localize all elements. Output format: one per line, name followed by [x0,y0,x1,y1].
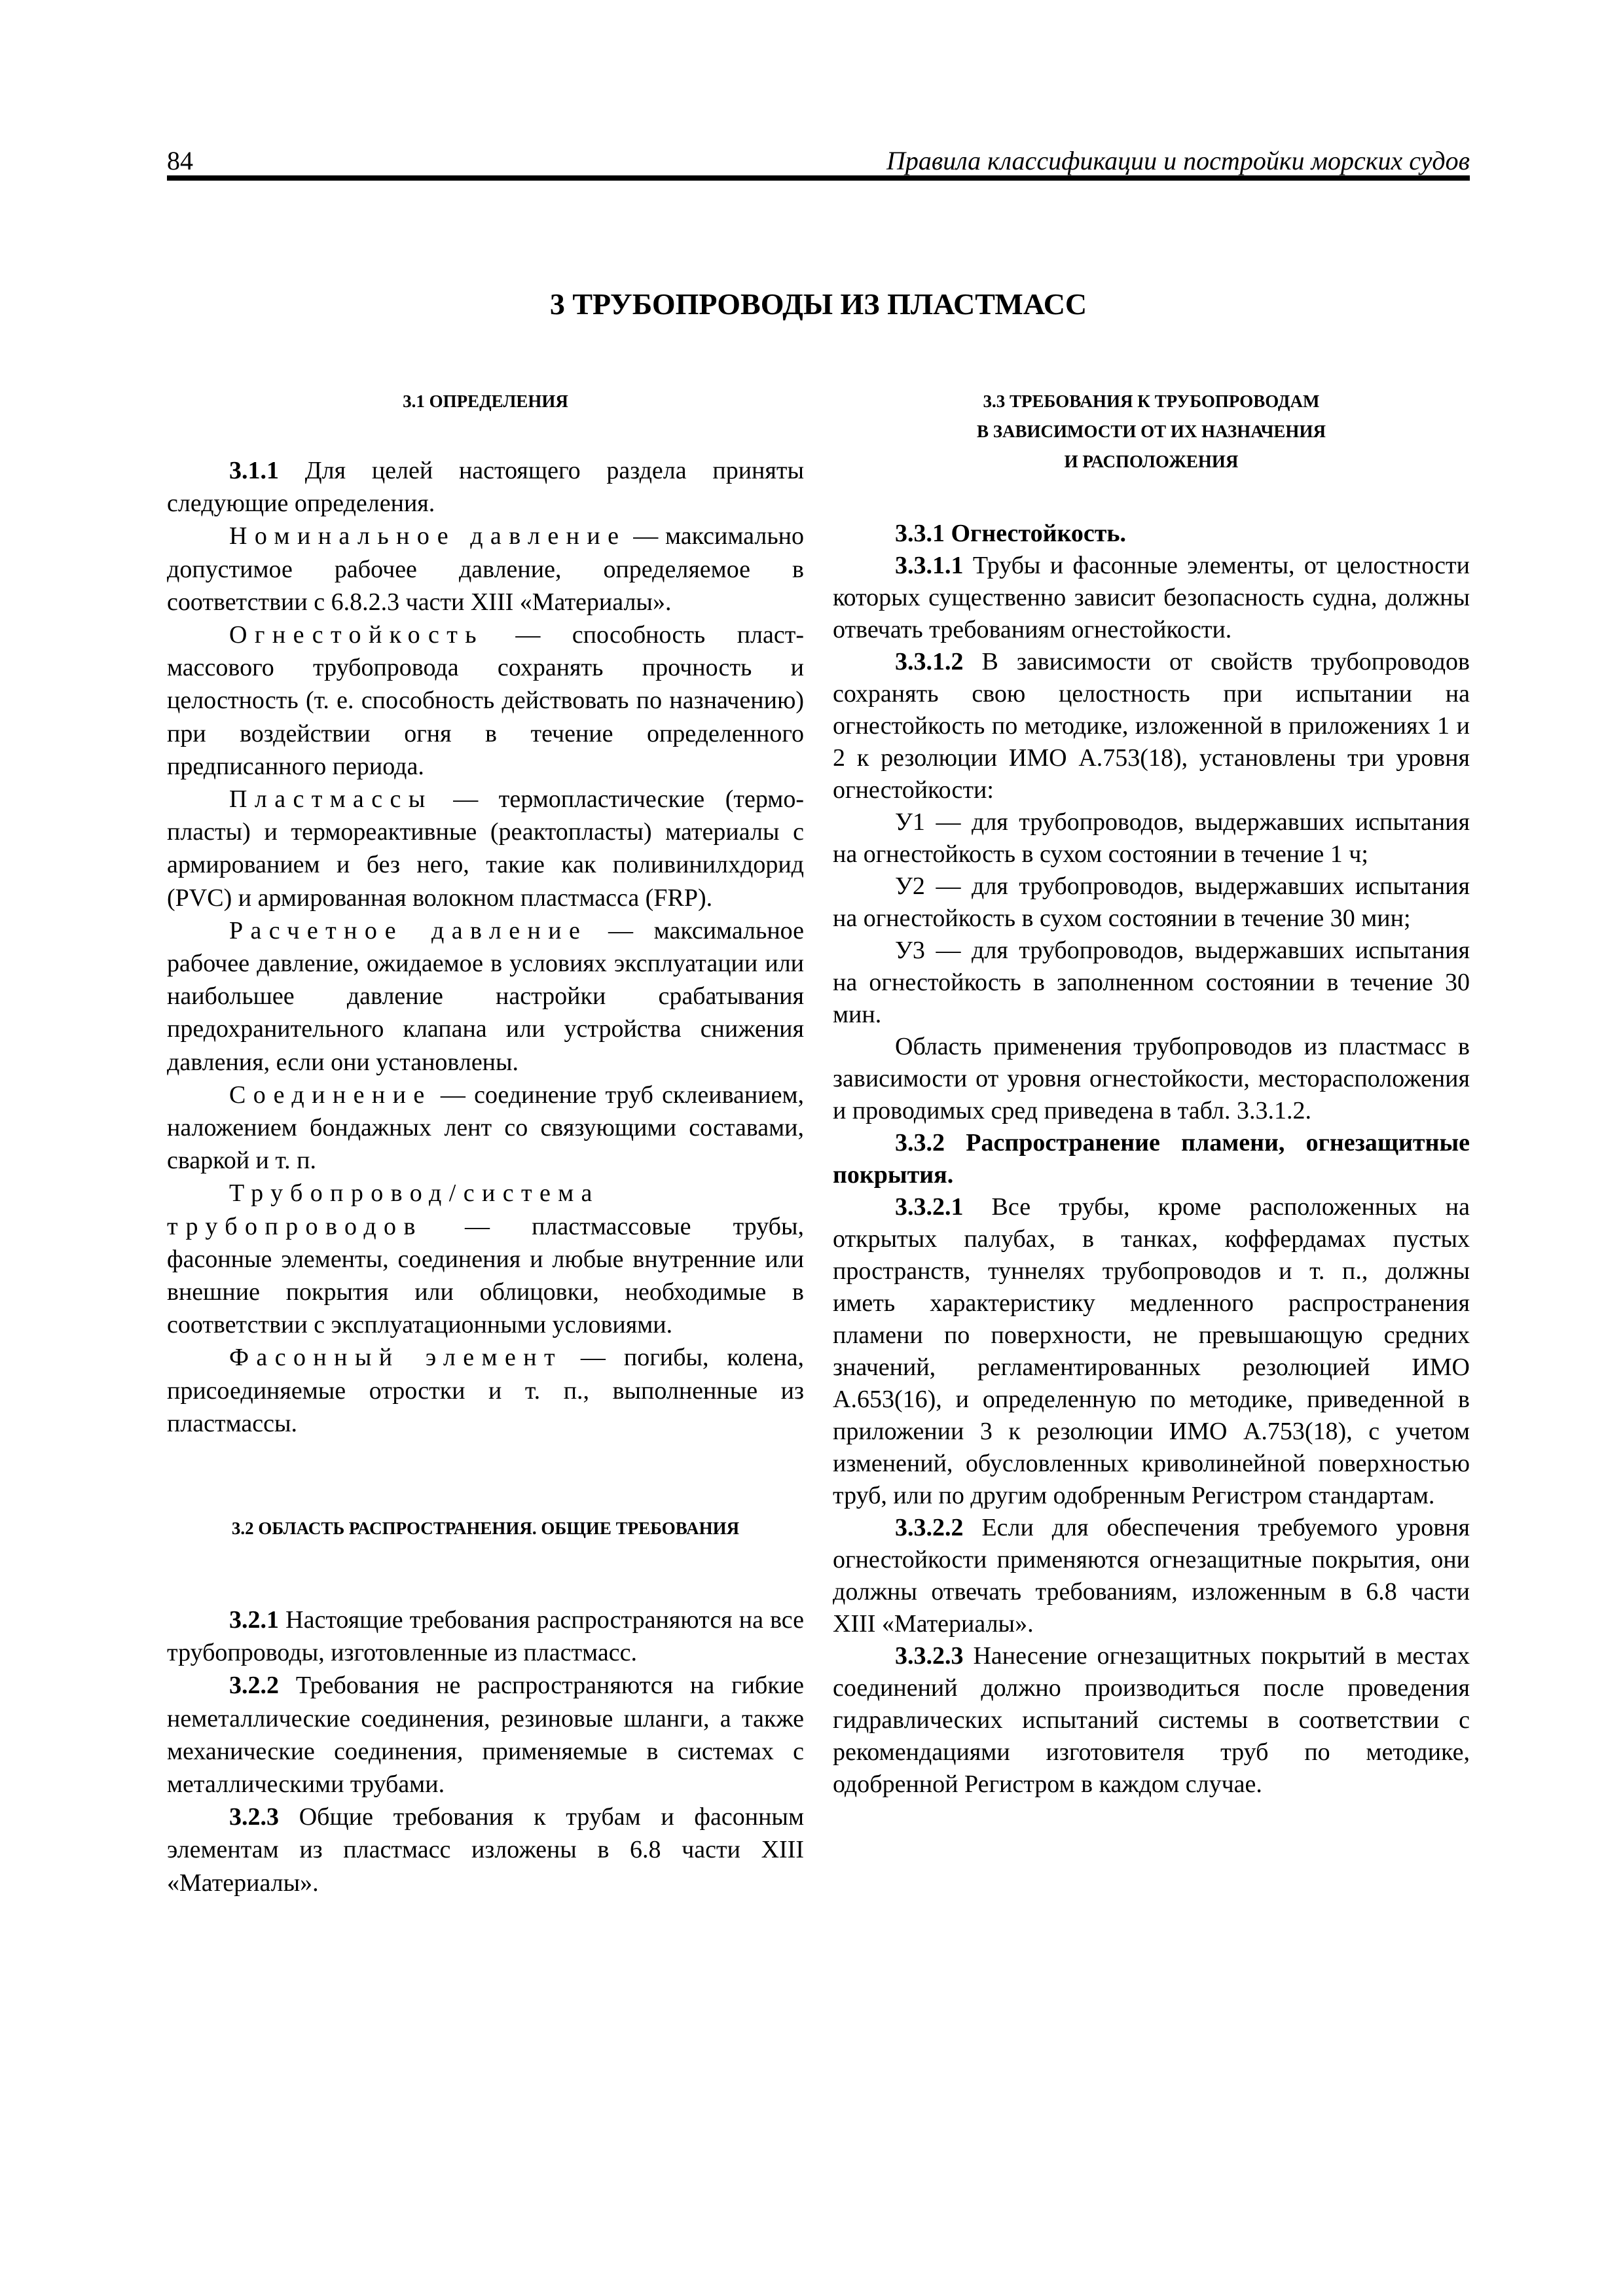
paragraph-text: — погибы, колена, присоединяемые отростки и т. п., выполненные из пластмассы. [167,1344,804,1437]
defined-term: Номинальное давление [229,522,627,550]
section-heading-3-1: 3.1 ОПРЕДЕЛЕНИЯ [403,391,568,411]
paragraph-text: У1 — для трубопроводов, выдержавших испытания на огнестойкость в сухом состоянии в течение 1 ч; [833,808,1470,868]
clause-number: 3.2.1 [229,1606,279,1634]
running-title: Правила классификации и постройки морских судов [886,146,1470,175]
paragraph [167,1341,804,1440]
paragraph [167,1801,804,1899]
paragraph [833,646,1470,806]
paragraph-text: — соединение труб склеиванием, наложением бондажных лент со связующими составами, сваркой и т. п. [167,1081,804,1175]
paragraph [833,1127,1470,1191]
chapter-title: 3 ТРУБОПРОВОДЫ ИЗ ПЛАСТМАСС [549,287,1087,321]
definitions-text [167,454,804,1440]
paragraph-text: Все трубы, кроме расположенных на открытых палубах, в танках, коффердамах пустых пространств, туннелях трубопроводов и т. п., должны иметь характеристику медленного распространения пламени по поверхности, не превышающую средних значений, регламентированных резолюцией ИМО А.653(16), и определенную по методике, приведенной в приложении 3 к резолюции ИМО А.753(18), с учетом изменений, обусловленных криволинейной поверхностью труб, или по другим одобренным Регистром стандартам. [833,1193,1470,1509]
paragraph [167,454,804,520]
paragraph [167,1604,804,1669]
paragraph [167,1079,804,1177]
clause-number: 3.2.3 [229,1803,279,1831]
paragraph-text: Если для обеспечения требуемого уровня огнестойкости применяются огнезащитные покрытия, они должны отвечать требованиям, изложенным в 6.8 части XIII «Материалы». [833,1514,1470,1638]
paragraph [167,619,804,783]
page-number: 84 [167,146,193,175]
paragraph [167,914,804,1079]
clause-number: 3.3.2.1 [895,1193,964,1221]
section-heading-3-2: 3.2 ОБЛАСТЬ РАСПРОСТРАНЕНИЯ. ОБЩИЕ ТРЕБОВАНИЯ [231,1518,740,1538]
requirements-text [833,518,1470,1801]
defined-term: Соединение [229,1081,432,1109]
paragraph-text: В зависимости от свойств трубопроводов сохранять свою целостность при испытании на огнестойкость по методике, изложенной в приложениях 1 и 2 к резолюции ИМО А.753(18), установлены три уровня огнестойкости: [833,648,1470,804]
defined-term: Огнестойкость [229,621,484,649]
paragraph-text: Общие требования к трубам и фасонным элементам из пластмасс изложены в 6.8 части XIII «Материалы». [167,1803,804,1897]
paragraph [833,550,1470,646]
clause-number: 3.3.2.3 [895,1642,964,1670]
paragraph [833,870,1470,935]
defined-term: Трубопровод/система трубопроводов [167,1179,600,1240]
paragraph-text: У3 — для трубопроводов, выдержавших испытания на огнестойкость в заполненном состоянии в течение 30 мин. [833,937,1470,1028]
paragraph-text: Область применения трубопроводов из пластмасс в зависимости от уровня огнестойкости, месторасположения и проводимых сред приведена в табл. 3.3.1.2. [833,1033,1470,1124]
clause-number: 3.3.1.2 [895,648,964,675]
clause-number: 3.2.2 [229,1672,279,1700]
paragraph-text: — термопластические (термопласты) и термореактивные (реактопласты) материалы с армированием и без него, такие как поливинилхдорид (PVC) и армированная волокном пластмасса (FRP). [167,785,804,912]
scope-text [167,1604,804,1899]
paragraph [167,520,804,619]
section-heading-line: И РАСПОЛОЖЕНИЯ [1064,452,1239,471]
clause-number: 3.3.1.1 [895,552,964,579]
paragraph [167,1177,804,1341]
defined-term: Пластмассы [229,785,433,814]
paragraph [833,1640,1470,1801]
paragraph-text: У2 — для трубопроводов, выдержавших испытания на огнестойкость в сухом состоянии в течение 30 мин; [833,872,1470,932]
clause-number: 3.3.1 Огнестойкость. [895,520,1126,547]
header-rule [167,175,1470,181]
section-heading-3-3 [833,386,1470,476]
section-heading-line: В ЗАВИСИМОСТИ ОТ ИХ НАЗНАЧЕНИЯ [977,422,1326,441]
paragraph [833,935,1470,1031]
clause-number: 3.3.2 Распространение пламени, огнезащитные покрытия. [833,1129,1470,1189]
defined-term: Расчетное давление [229,916,588,944]
paragraph [833,806,1470,870]
clause-number: 3.1.1 [229,457,279,484]
paragraph [167,1669,804,1801]
paragraph-text: Требования не распространяются на гибкие неметаллические соединения, резиновые шланги, а также механические соединения, применяемые в системах с металлическими трубами. [167,1672,804,1799]
paragraph [833,1512,1470,1640]
section-heading-line: 3.3 ТРЕБОВАНИЯ К ТРУБОПРОВОДАМ [983,391,1320,411]
paragraph-text: — максимально допустимое рабочее давление, определяемое в соответствии с 6.8.2.3 части XIII «Материалы». [167,522,804,616]
paragraph [833,1191,1470,1512]
paragraph [167,783,804,914]
clause-number: 3.3.2.2 [895,1514,964,1541]
paragraph-text: Нанесение огнезащитных покрытий в местах соединений должно производиться после проведения гидравлических испытаний системы в соответствии с рекомендациями изготовителя труб по методике, одобренной Регистром в каждом случае. [833,1642,1470,1798]
paragraph-text: — пластмассовые трубы, фасонные элементы, соединения и любые внутренние или внешние покрытия или облицовки, необходимые в соответствии с эксплуатационными условиями. [167,1212,804,1339]
defined-term: Фасонный элемент [229,1344,562,1372]
paragraph-text: Трубы и фасонные элементы, от целостности которых существенно зависит безопасность судна, должны отвечать требованиям огнестойкости. [833,552,1470,643]
paragraph [833,518,1470,550]
paragraph-text: — способность пластмассового трубопровода сохранять прочность и целостность (т. е. способность действовать по назначению) при воздействии огня в течение определенного предписанного периода. [167,621,804,780]
paragraph-text: Для целей настоящего раздела приняты следующие определения. [167,457,804,518]
paragraph-text: Настоящие требования распространяются на все трубопроводы, изготовленные из пластмасс. [167,1606,804,1667]
paragraph-text: — максимальное рабочее давление, ожидаемое в условиях эксплуатации или наибольшее давление настройки срабатывания предохранительного клапана или устройства снижения давления, если они установлены. [167,916,804,1076]
paragraph [833,1031,1470,1127]
